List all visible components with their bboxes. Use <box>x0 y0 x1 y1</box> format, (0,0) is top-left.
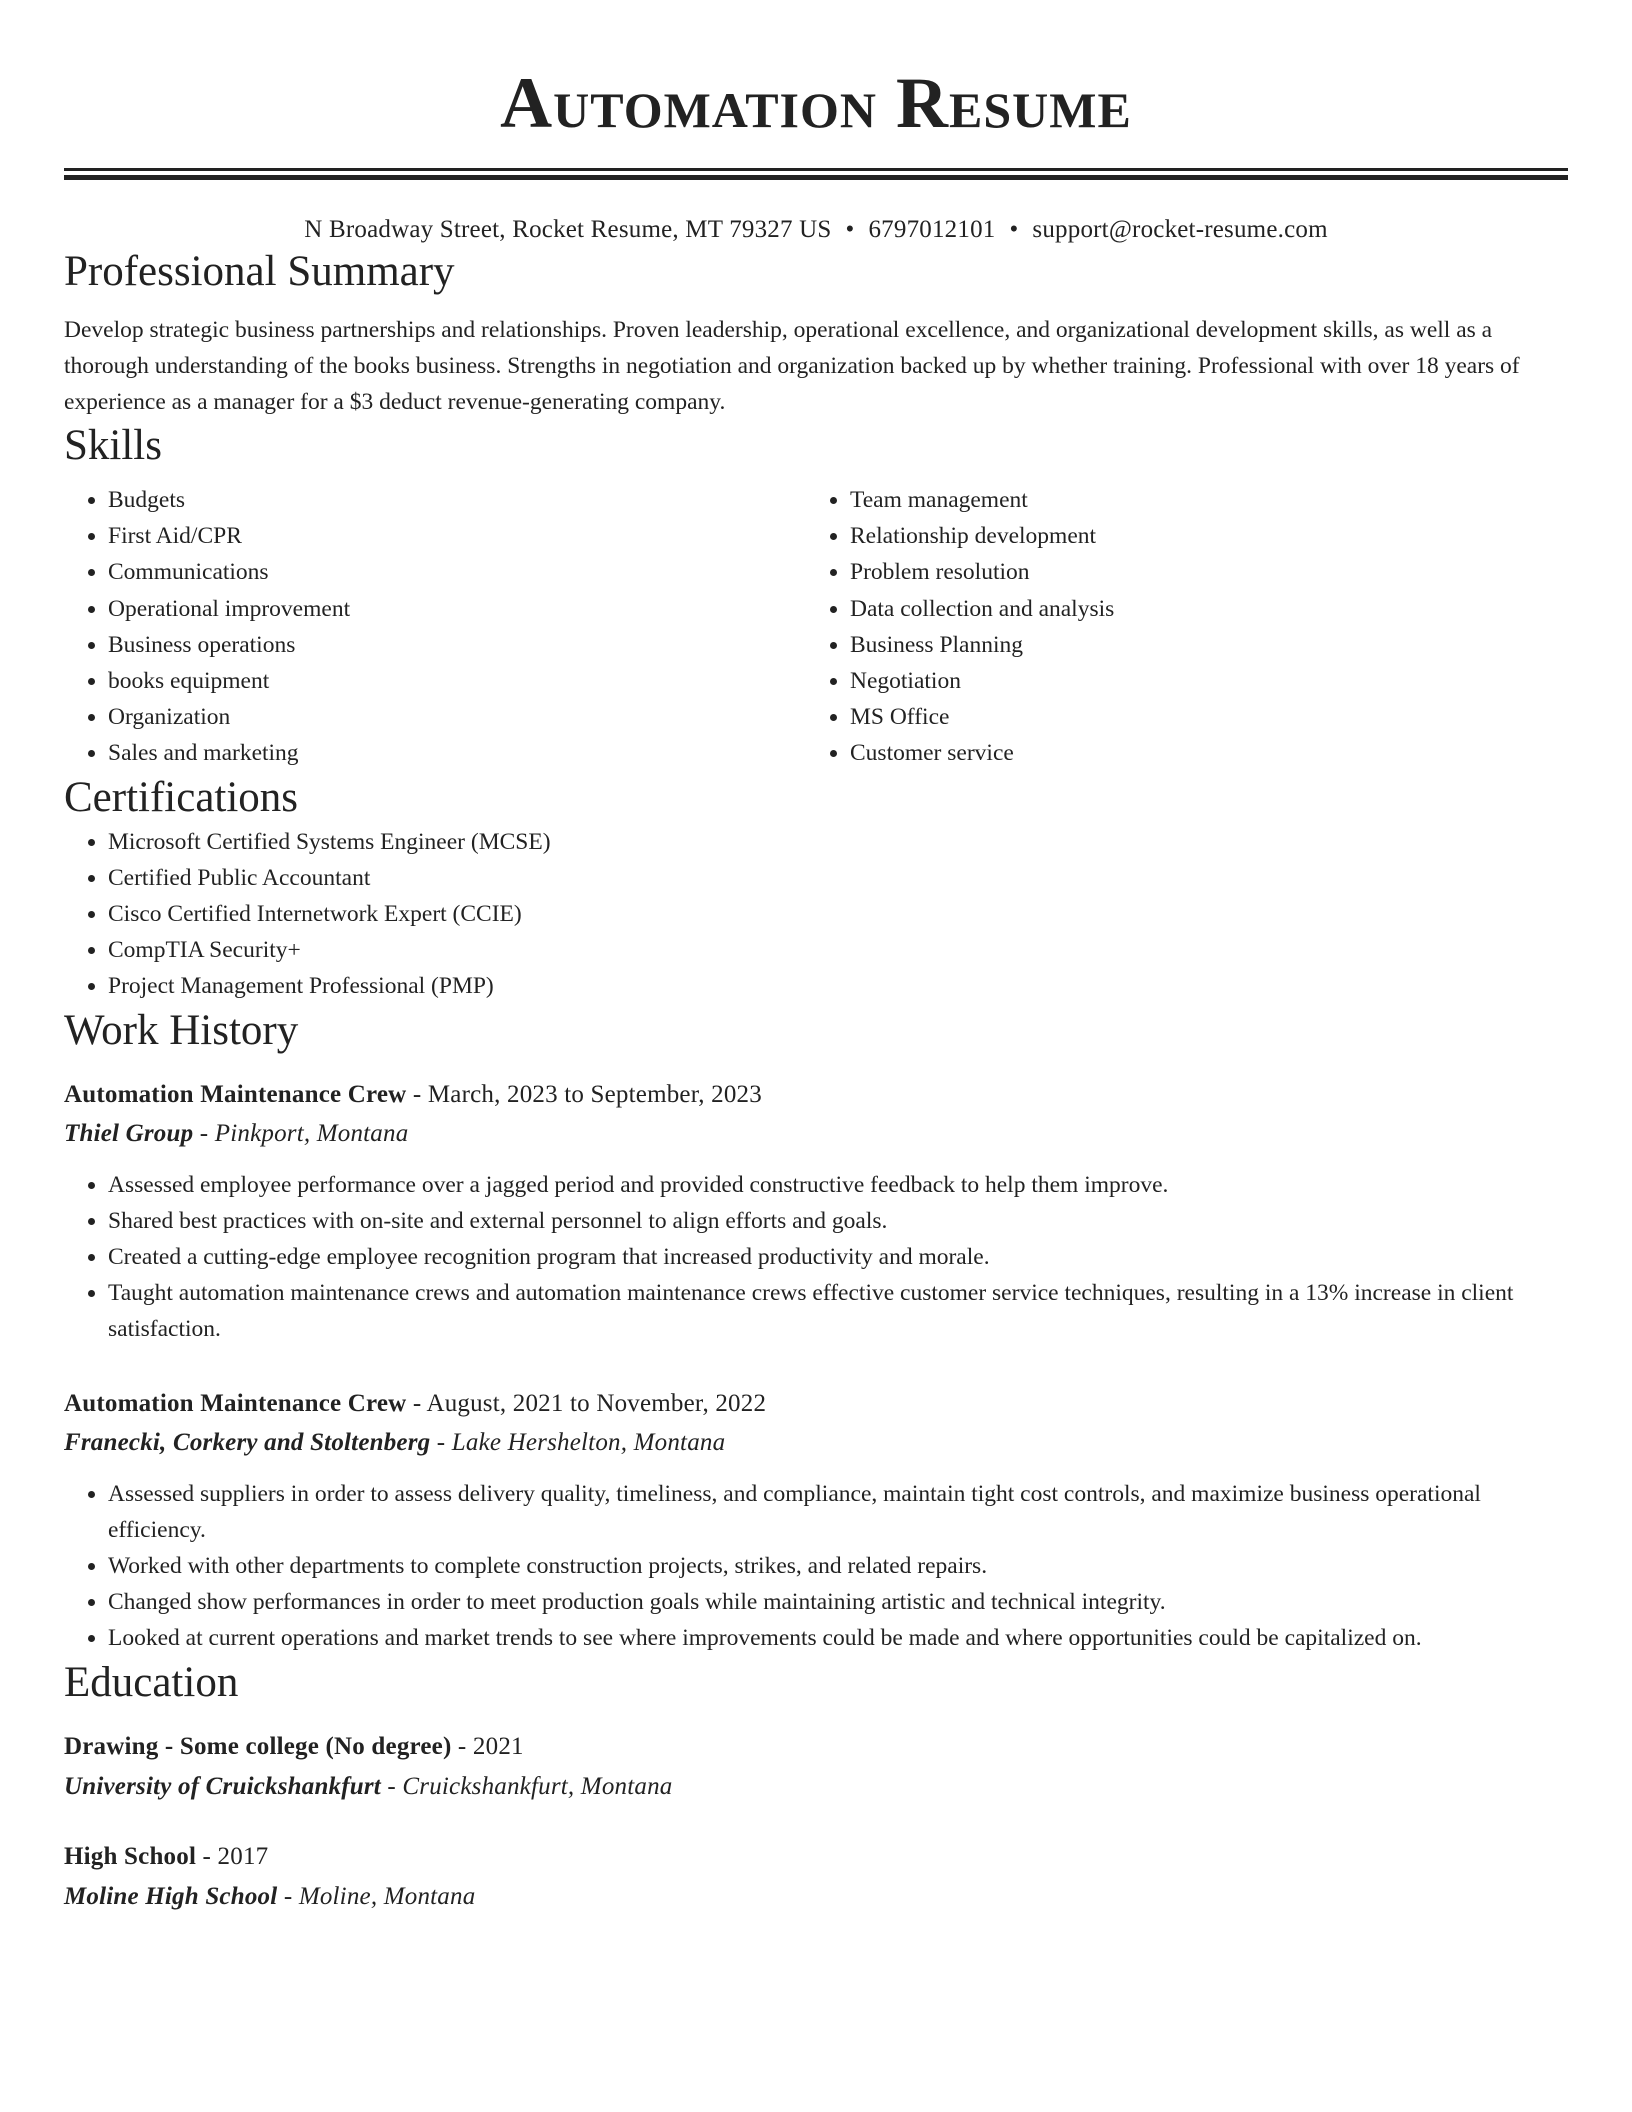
work-history-heading: Work History <box>64 1006 299 1054</box>
job-title: Automation Maintenance Crew <box>64 1389 407 1417</box>
title-divider <box>64 168 1568 180</box>
skill-item: • First Aid/CPR <box>108 518 806 554</box>
education-school-line: Moline High School - Moline, Montana <box>64 1882 476 1910</box>
job-duties-list <box>64 1167 1568 1348</box>
education-year: 2017 <box>217 1842 269 1870</box>
certification-item: • Project Management Professional (PMP) <box>108 968 1568 1004</box>
education-degree: Drawing - Some college (No degree) <box>64 1732 452 1760</box>
job-location: Pinkport, Montana <box>214 1119 409 1147</box>
skill-item: • Customer service <box>850 735 1548 771</box>
certifications-heading: Certifications <box>64 773 299 821</box>
education-school-line: University of Cruickshankfurt - Cruickshankfurt, Montana <box>64 1772 673 1800</box>
contact-email: support@rocket-resume.com <box>1032 216 1328 243</box>
skill-item: • Data collection and analysis <box>850 591 1548 627</box>
certification-item: • Cisco Certified Internetwork Expert (CCIE) <box>108 896 1568 932</box>
job-header: Automation Maintenance Crew - March, 2023 to September, 2023 <box>64 1080 762 1108</box>
skill-item: • Communications <box>108 554 806 590</box>
certification-item: • Certified Public Accountant <box>108 860 1568 896</box>
education-location: Cruickshankfurt, Montana <box>402 1772 673 1800</box>
skills-column-right <box>806 482 1548 772</box>
job-duty: • Created a cutting-edge employee recognition program that increased productivity and morale. <box>108 1239 1568 1275</box>
certification-item: • Microsoft Certified Systems Engineer (MCSE) <box>108 824 1568 860</box>
job-company: Thiel Group <box>64 1119 194 1147</box>
skills-list-left <box>64 482 806 772</box>
job-duty: • Assessed employee performance over a jagged period and provided constructive feedback to help them improve. <box>108 1167 1568 1203</box>
job-header: Automation Maintenance Crew - August, 2021 to November, 2022 <box>64 1389 767 1417</box>
skill-item: • Problem resolution <box>850 554 1548 590</box>
job-dates: March, 2023 to September, 2023 <box>427 1080 762 1108</box>
job-duty: • Looked at current operations and market trends to see where improvements could be made and where opportunities could be capitalized on. <box>108 1620 1568 1656</box>
education-degree: High School <box>64 1842 197 1870</box>
skill-item: • Business operations <box>108 627 806 663</box>
job-company: Franecki, Corkery and Stoltenberg <box>64 1428 431 1456</box>
job-dates: August, 2021 to November, 2022 <box>426 1389 767 1417</box>
job-employer: Franecki, Corkery and Stoltenberg - Lake Hershelton, Montana <box>64 1428 726 1456</box>
job-duty: • Changed show performances in order to meet production goals while maintaining artistic and technical integrity. <box>108 1584 1568 1620</box>
skills-grid <box>64 482 1568 772</box>
job-duty: • Taught automation maintenance crews and automation maintenance crews effective customer service techniques, resulting in a 13% increase in client satisfaction. <box>108 1275 1568 1347</box>
contact-address: N Broadway Street, Rocket Resume, MT 79327 US <box>304 216 832 243</box>
resume-title: Automation Resume <box>500 63 1132 143</box>
education-entry <box>64 1727 1568 1807</box>
education-entry <box>64 1837 1568 1917</box>
job-location: Lake Hershelton, Montana <box>451 1428 726 1456</box>
education-header: Drawing - Some college (No degree) - 2021 <box>64 1732 524 1760</box>
job-duty: • Assessed suppliers in order to assess delivery quality, timeliness, and compliance, maintain tight cost controls, and maximize business operational efficiency. <box>108 1476 1568 1548</box>
skill-item: • Organization <box>108 699 806 735</box>
summary-heading: Professional Summary <box>64 248 455 295</box>
job-duty: • Worked with other departments to complete construction projects, strikes, and related repairs. <box>108 1548 1568 1584</box>
skill-item: • books equipment <box>108 663 806 699</box>
skill-item: • Negotiation <box>850 663 1548 699</box>
skill-item: • Sales and marketing <box>108 735 806 771</box>
job-title: Automation Maintenance Crew <box>64 1080 407 1108</box>
skill-item: • Operational improvement <box>108 591 806 627</box>
skill-item: • Team management <box>850 482 1548 518</box>
education-school: Moline High School <box>64 1882 278 1910</box>
job-duty: • Shared best practices with on-site and external personnel to align efforts and goals. <box>108 1203 1568 1239</box>
job-duties-list <box>64 1476 1568 1657</box>
contact-phone: 6797012101 <box>868 216 996 243</box>
education-heading: Education <box>64 1658 239 1706</box>
contact-separator: • <box>845 216 855 243</box>
skill-item: • Relationship development <box>850 518 1548 554</box>
certification-item: • CompTIA Security+ <box>108 932 1568 968</box>
certifications-list <box>64 824 1568 1005</box>
skills-column-left <box>64 482 806 772</box>
skill-item: • MS Office <box>850 699 1548 735</box>
job-entry <box>64 1075 1568 1348</box>
skill-item: • Budgets <box>108 482 806 518</box>
skill-item: • Business Planning <box>850 627 1548 663</box>
contact-separator: • <box>1009 216 1019 243</box>
skills-heading: Skills <box>64 422 162 469</box>
job-employer: Thiel Group - Pinkport, Montana <box>64 1119 409 1147</box>
education-header: High School - 2017 <box>64 1842 269 1870</box>
education-school: University of Cruickshankfurt <box>64 1772 381 1800</box>
job-entry <box>64 1384 1568 1657</box>
education-year: 2021 <box>472 1732 524 1760</box>
education-location: Moline, Montana <box>298 1882 476 1910</box>
skills-list-right <box>806 482 1548 772</box>
contact-line <box>64 214 1568 246</box>
summary-text: Develop strategic business partnerships and relationships. Proven leadership, operational excellence, and organizational development skills, as well as a thorough understanding of the books business. Strengths in negotiation and organization backed up by whether training. Professional with over 18 years of experience as a manager for a $3 deduct revenue-generating company. <box>64 317 1520 415</box>
